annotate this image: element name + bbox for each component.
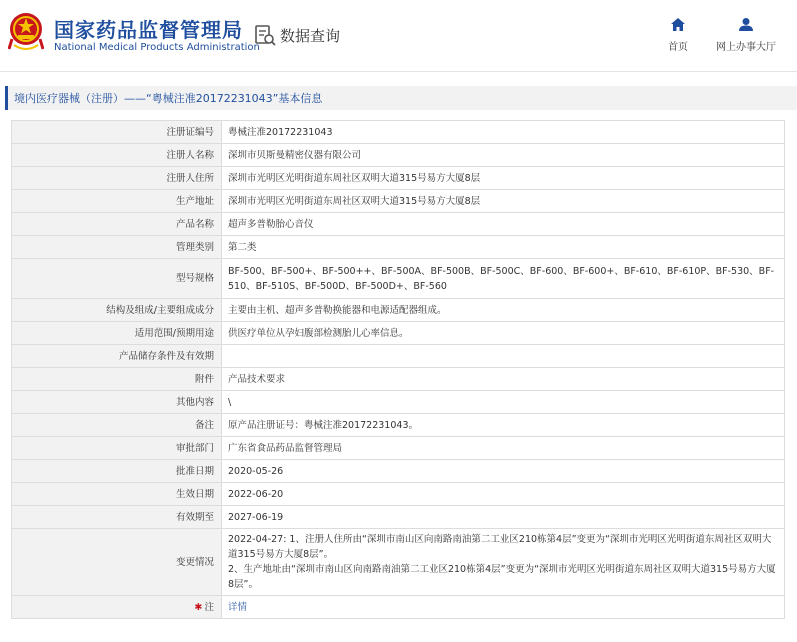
field-value [222, 121, 785, 144]
table-row [12, 299, 785, 322]
site-title: 国家药品监督管理局 [54, 18, 243, 42]
field-label-text: 注册人名称 [166, 149, 214, 161]
nav-online-office[interactable] [710, 18, 782, 54]
field-value [222, 391, 785, 414]
field-value-text: 粤械注准20172231043 [228, 126, 333, 138]
field-value [222, 437, 785, 460]
table-row [12, 391, 785, 414]
field-label-text: 产品储存条件及有效期 [118, 350, 214, 362]
table-row [12, 322, 785, 345]
field-value-text: 主要由主机、超声多普勒换能器和电源适配器组成。 [228, 304, 447, 316]
field-value [222, 529, 785, 596]
field-label [12, 414, 222, 437]
field-label-text: 变更情况 [175, 556, 214, 568]
details-link[interactable] [222, 596, 785, 619]
field-label-text: 管理类别 [175, 241, 214, 253]
field-label-text: 生效日期 [175, 488, 214, 500]
document-search-icon [254, 24, 276, 46]
field-label [12, 167, 222, 190]
field-label [12, 368, 222, 391]
table-row [12, 345, 785, 368]
table-row [12, 506, 785, 529]
field-value-text: 深圳市光明区光明街道东周社区双明大道315号易方大厦8层 [228, 172, 481, 184]
nav-home-label: 首页 [668, 42, 688, 53]
field-label-text: 结构及组成/主要组成成分 [106, 304, 214, 316]
field-label [12, 322, 222, 345]
field-label-text: 产品名称 [175, 218, 214, 230]
field-value-text: \ [228, 396, 232, 408]
table-row [12, 529, 785, 596]
field-value [222, 236, 785, 259]
field-value-text: 产品技术要求 [228, 373, 286, 385]
field-value-text: 2027-06-19 [228, 511, 284, 523]
table-row [12, 190, 785, 213]
field-value-text: 2022-06-20 [228, 488, 284, 500]
nav-online-office-label: 网上办事大厅 [716, 42, 776, 53]
field-value [222, 460, 785, 483]
field-label-text: 注册人住所 [166, 172, 214, 184]
field-value-text[interactable]: 详情 [228, 601, 248, 613]
table-row [12, 368, 785, 391]
field-value-text: 2022-04-27: 1、注册人住所由“深圳市南山区向南路南油第二工业区210栋第4层”变更为“深圳市光明区光明街道东周社区双明大道315号易方大厦8层”。 2、生产地址由“深圳市南山区向南路南油第二工业区210栋第4层”变更为“深圳市光明区光明街道东周社区双明大道315号易方大厦8层”。 [228, 534, 776, 590]
field-value [222, 190, 785, 213]
field-label [12, 437, 222, 460]
field-value [222, 368, 785, 391]
breadcrumb-text: 境内医疗器械（注册）——“粤械注准20172231043”基本信息 [14, 92, 323, 105]
home-icon [671, 18, 685, 31]
table-row [12, 144, 785, 167]
field-value [222, 345, 785, 368]
table-row [12, 167, 785, 190]
field-label [12, 259, 222, 299]
table-row [12, 236, 785, 259]
field-value [222, 483, 785, 506]
field-label [12, 506, 222, 529]
data-query-title: 数据查询 [280, 26, 341, 45]
field-label-text: 批准日期 [175, 465, 214, 477]
field-label [12, 529, 222, 596]
site-header [0, 0, 797, 72]
field-value [222, 414, 785, 437]
national-emblem-icon [8, 9, 44, 53]
field-label [12, 190, 222, 213]
field-label-text: 适用范围/预期用途 [134, 327, 214, 339]
field-label [12, 460, 222, 483]
table-row [12, 437, 785, 460]
field-label [12, 483, 222, 506]
field-label-text: 审批部门 [175, 442, 214, 454]
field-value-text: 2020-05-26 [228, 465, 284, 477]
field-value [222, 167, 785, 190]
field-label-text: 备注 [194, 419, 214, 431]
field-label [12, 213, 222, 236]
table-row [12, 259, 785, 299]
table-row [12, 121, 785, 144]
table-row [12, 414, 785, 437]
field-value-text: 第二类 [228, 241, 257, 253]
field-value [222, 299, 785, 322]
site-subtitle: National Medical Products Administration [54, 42, 260, 53]
data-query-section [254, 24, 340, 46]
field-value-text: 广东省食品药品监督管理局 [228, 442, 343, 454]
field-value [222, 144, 785, 167]
user-icon [739, 18, 753, 31]
breadcrumb [5, 86, 797, 110]
field-value-text: 原产品注册证号：粤械注准20172231043。 [228, 419, 418, 431]
field-label [12, 345, 222, 368]
nav-home[interactable] [664, 18, 692, 54]
field-label-text: 附件 [194, 373, 214, 385]
field-label [12, 236, 222, 259]
field-label-text: 生产地址 [175, 195, 214, 207]
field-label-text: 其他内容 [175, 396, 214, 408]
field-label-text: 注册证编号 [166, 126, 214, 138]
table-row [12, 460, 785, 483]
table-row [12, 213, 785, 236]
field-label [12, 391, 222, 414]
field-value [222, 322, 785, 345]
field-value-text: 深圳市贝斯曼精密仪器有限公司 [228, 149, 362, 161]
field-label [12, 144, 222, 167]
field-value [222, 506, 785, 529]
field-value [222, 259, 785, 299]
table-row [12, 596, 785, 619]
field-label-text: 型号规格 [175, 273, 214, 284]
asterisk-icon: ✱ [194, 601, 203, 613]
field-value [222, 213, 785, 236]
table-row [12, 483, 785, 506]
field-label [12, 299, 222, 322]
field-label [12, 121, 222, 144]
field-label [12, 596, 222, 619]
field-value-text: BF-500、BF-500+、BF-500++、BF-500A、BF-500B、BF-500C、BF-600、BF-600+、BF-610、BF-610P、BF-530、BF-510、BF-510S、BF-500D、BF-500D+、BF-560 [228, 265, 775, 292]
field-value-text: 供医疗单位从孕妇腹部检测胎儿心率信息。 [228, 327, 409, 339]
field-value-text: 超声多普勒胎心音仪 [228, 218, 314, 230]
detail-table-body [12, 121, 785, 619]
field-value-text: 深圳市光明区光明街道东周社区双明大道315号易方大厦8层 [228, 195, 481, 207]
field-label-text: 有效期至 [175, 511, 214, 523]
field-label-text: 注 [204, 601, 214, 613]
detail-table [11, 120, 785, 619]
